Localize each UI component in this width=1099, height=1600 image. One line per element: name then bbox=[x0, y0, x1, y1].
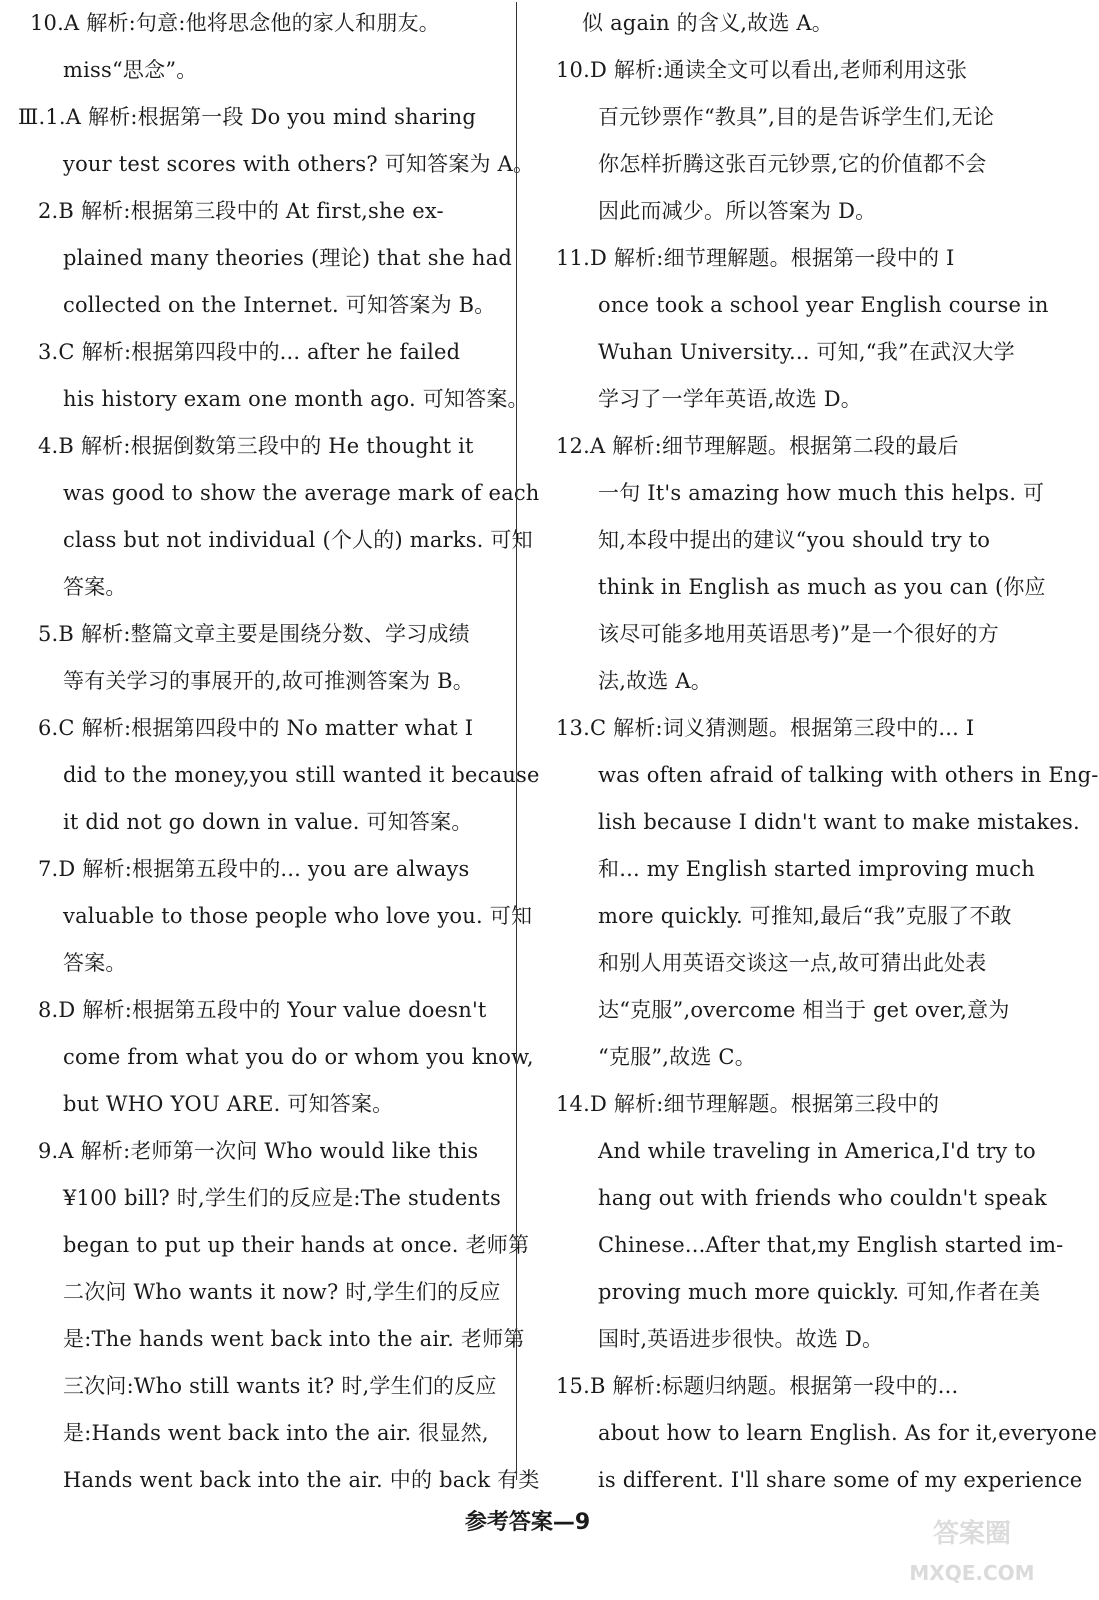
answer-line: 和别人用英语交谈这一点,故可猜出此处表 bbox=[598, 951, 987, 975]
answer-line: but WHO YOU ARE. 可知答案。 bbox=[63, 1092, 394, 1116]
left-column bbox=[18, 0, 540, 1504]
answer-line: 10.A 解析:句意:他将思念他的家人和朋友。 bbox=[30, 11, 440, 35]
answer-line: ¥100 bill? 时,学生们的反应是:The students bbox=[63, 1186, 501, 1210]
answer-line: 三次问:Who still wants it? 时,学生们的反应 bbox=[63, 1374, 497, 1398]
answer-line: 百元钞票作“教具”,目的是告诉学生们,无论 bbox=[598, 105, 995, 129]
answer-entry bbox=[556, 235, 1049, 423]
answer-line: 等有关学习的事展开的,故可推测答案为 B。 bbox=[63, 669, 474, 693]
answer-line: 4.B 解析:根据倒数第三段中的 He thought it bbox=[38, 434, 474, 458]
answer-line: 5.B 解析:整篇文章主要是围绕分数、学习成绩 bbox=[38, 622, 470, 646]
answer-entry bbox=[18, 611, 498, 705]
watermark-logo bbox=[897, 1504, 1047, 1594]
answer-line: 10.D 解析:通读全文可以看出,老师利用这张 bbox=[556, 58, 968, 82]
answer-line: lish because I didn't want to make mistakes. bbox=[598, 810, 1080, 834]
answer-line: 知,本段中提出的建议“you should try to bbox=[598, 528, 991, 552]
answer-line: “克服”,故选 C。 bbox=[598, 1045, 756, 1069]
answer-line: 15.B 解析:标题归纳题。根据第一段中的... bbox=[556, 1374, 959, 1398]
watermark-line1: 答案圈 bbox=[932, 1519, 1012, 1549]
answer-entry bbox=[18, 987, 534, 1128]
answer-line: 11.D 解析:细节理解题。根据第一段中的 I bbox=[556, 246, 955, 270]
answer-line: is different. I'll share some of my experience bbox=[598, 1468, 1083, 1492]
answer-entry bbox=[556, 47, 1024, 235]
answer-line: it did not go down in value. 可知答案。 bbox=[63, 810, 473, 834]
answer-line: Wuhan University... 可知,“我”在武汉大学 bbox=[598, 340, 1015, 364]
answer-line: 答案。 bbox=[63, 951, 127, 975]
answer-entry bbox=[556, 0, 1024, 47]
answer-line: 法,故选 A。 bbox=[598, 669, 712, 693]
answer-line: 二次问 Who wants it now? 时,学生们的反应 bbox=[63, 1280, 501, 1304]
answer-line: 8.D 解析:根据第五段中的 Your value doesn't bbox=[38, 998, 487, 1022]
answer-line: think in English as much as you can (你应 bbox=[598, 575, 1046, 599]
answer-line: 3.C 解析:根据第四段中的... after he failed bbox=[38, 340, 461, 364]
answer-line: 14.D 解析:细节理解题。根据第三段中的 bbox=[556, 1092, 940, 1116]
answer-line: 9.A 解析:老师第一次问 Who would like this bbox=[38, 1139, 479, 1163]
answer-line: proving much more quickly. 可知,作者在美 bbox=[598, 1280, 1041, 1304]
watermark-line2: MXQE.COM bbox=[909, 1561, 1035, 1585]
answer-entry bbox=[18, 846, 533, 987]
answer-line: 和... my English started improving much bbox=[598, 857, 1035, 881]
answer-line: 国时,英语进步很快。故选 D。 bbox=[598, 1327, 884, 1351]
answer-line: 一句 It's amazing how much this helps. 可 bbox=[598, 481, 1045, 505]
answer-entry bbox=[18, 1128, 540, 1504]
answer-line: 该尽可能多地用英语思考)”是一个很好的方 bbox=[598, 622, 999, 646]
answer-entry bbox=[556, 1081, 1064, 1363]
answer-line: collected on the Internet. 可知答案为 B。 bbox=[63, 293, 496, 317]
answer-line: 是:The hands went back into the air. 老师第 bbox=[63, 1327, 525, 1351]
answer-line: 6.C 解析:根据第四段中的 No matter what I bbox=[38, 716, 474, 740]
answer-line: 12.A 解析:细节理解题。根据第二段的最后 bbox=[556, 434, 959, 458]
answer-entry bbox=[556, 705, 1099, 1081]
column-divider bbox=[516, 2, 517, 1480]
answer-entry bbox=[18, 188, 512, 329]
answer-entry bbox=[556, 423, 1046, 705]
answer-line: 7.D 解析:根据第五段中的... you are always bbox=[38, 857, 470, 881]
answer-line: was good to show the average mark of each bbox=[63, 481, 540, 505]
answer-line: 达“克服”,overcome 相当于 get over,意为 bbox=[598, 998, 1010, 1022]
answer-entry bbox=[18, 705, 540, 846]
page-footer: 参考答案—9 bbox=[464, 1510, 591, 1535]
answer-entry bbox=[18, 423, 540, 611]
answer-line: 13.C 解析:词义猜测题。根据第三段中的... I bbox=[556, 716, 975, 740]
answer-line: was often afraid of talking with others in Eng- bbox=[598, 763, 1099, 787]
answer-line: valuable to those people who love you. 可知 bbox=[63, 904, 533, 928]
answer-line: once took a school year English course in bbox=[598, 293, 1049, 317]
answer-entry bbox=[18, 0, 498, 94]
answer-line: And while traveling in America,I'd try to bbox=[598, 1139, 1036, 1163]
answer-line: Ⅲ.1.A 解析:根据第一段 Do you mind sharing bbox=[18, 105, 477, 129]
answer-line: 你怎样折腾这张百元钞票,它的价值都不会 bbox=[598, 152, 987, 176]
answer-entry bbox=[18, 94, 535, 188]
answer-line: did to the money,you still wanted it because bbox=[63, 763, 540, 787]
answer-entry bbox=[18, 329, 529, 423]
answer-line: 学习了一学年英语,故选 D。 bbox=[598, 387, 862, 411]
answer-entry bbox=[556, 1363, 1098, 1504]
answer-line: 因此而减少。所以答案为 D。 bbox=[598, 199, 877, 223]
answer-line: his history exam one month ago. 可知答案。 bbox=[63, 387, 529, 411]
answer-line: Chinese...After that,my English started im- bbox=[598, 1233, 1064, 1257]
answer-line: plained many theories (理论) that she had bbox=[63, 246, 512, 270]
answer-line: miss“思念”。 bbox=[63, 58, 198, 82]
answer-line: come from what you do or whom you know, bbox=[63, 1045, 534, 1069]
answer-line: began to put up their hands at once. 老师第 bbox=[63, 1233, 530, 1257]
answer-line: 是:Hands went back into the air. 很显然, bbox=[63, 1421, 489, 1445]
answer-line: your test scores with others? 可知答案为 A。 bbox=[63, 152, 535, 176]
answer-line: 似 again 的含义,故选 A。 bbox=[582, 11, 833, 35]
answer-line: Hands went back into the air. 中的 back 有类 bbox=[63, 1468, 540, 1492]
answer-line: more quickly. 可推知,最后“我”克服了不敢 bbox=[598, 904, 1012, 928]
answer-line: 2.B 解析:根据第三段中的 At first,she ex- bbox=[38, 199, 444, 223]
right-column bbox=[556, 0, 1099, 1504]
answer-line: hang out with friends who couldn't speak bbox=[598, 1186, 1047, 1210]
answer-line: 答案。 bbox=[63, 575, 127, 599]
answer-line: about how to learn English. As for it,everyone bbox=[598, 1421, 1098, 1445]
answer-line: class but not individual (个人的) marks. 可知 bbox=[63, 528, 533, 552]
